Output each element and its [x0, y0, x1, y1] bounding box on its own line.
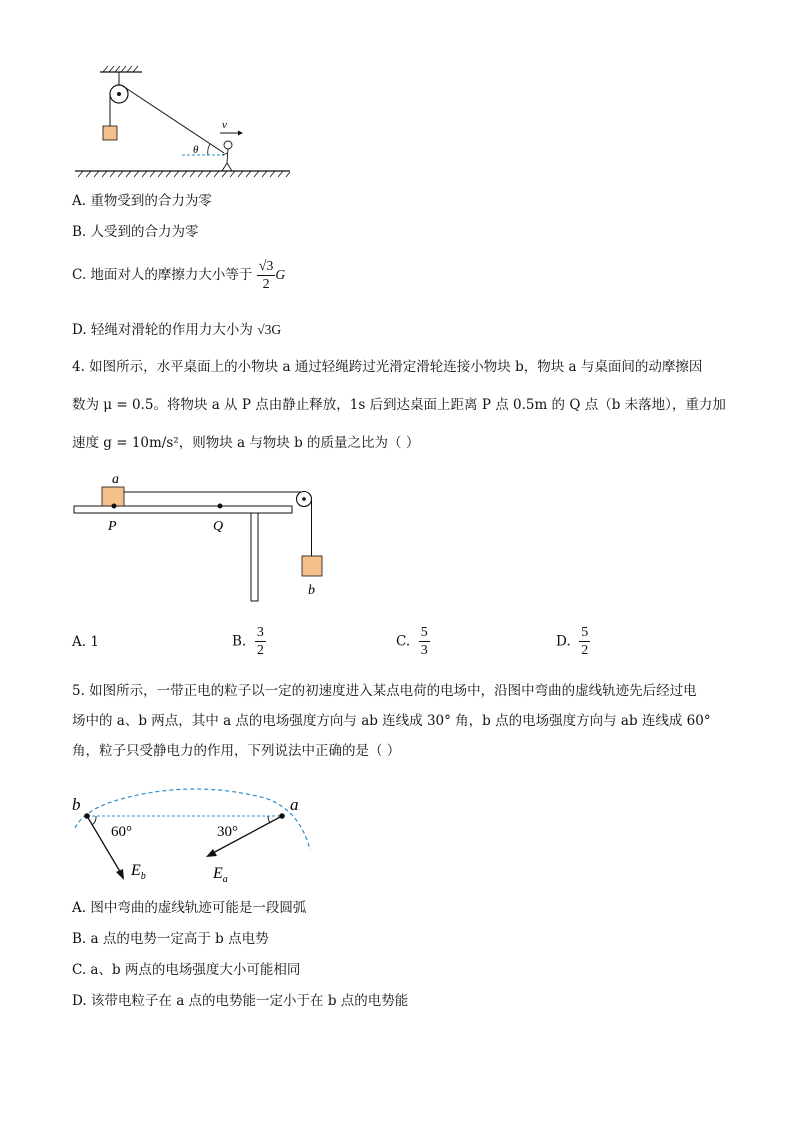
- q3-option-c: [72, 258, 285, 293]
- Eb-label: $E_b$: [131, 862, 146, 882]
- q4-option-a: A. 1: [72, 634, 99, 650]
- q4-stem-line2: 数为 μ = 0.5。将物块 a 从 P 点由静止释放，1s 后到达桌面上距离 P 点 0.5m 的 Q 点（b 未落地），重力加: [72, 397, 726, 413]
- q5-option-b: B. a 点的电势一定高于 b 点电势: [72, 931, 269, 947]
- q4-option-b: B. $\frac{3}{2}$: [232, 625, 264, 658]
- q4-stem-line1: 4. 如图所示，水平桌面上的小物块 a 通过轻绳跨过光滑定滑轮连接小物块 b，物块 a 与桌面间的动摩擦因: [72, 359, 703, 375]
- q5-stem-line3: 角，粒子只受静电力的作用，下列说法中正确的是（ ）: [72, 743, 401, 759]
- label-a-point: a: [290, 795, 299, 814]
- angle-30-label: 30°: [217, 824, 238, 840]
- label-P: P: [108, 519, 117, 534]
- angle-60-label: 60°: [111, 824, 132, 840]
- Ea-label: $E_a$: [213, 865, 228, 885]
- block-b: [302, 556, 322, 576]
- label-b: b: [308, 583, 315, 598]
- hanging-weight: [103, 126, 117, 140]
- q3-option-a: A. 重物受到的合力为零: [72, 193, 212, 209]
- q3-option-b: B. 人受到的合力为零: [72, 224, 199, 240]
- q3-option-d-value: √3G: [257, 322, 282, 337]
- label-a: a: [112, 472, 119, 487]
- label-Q: Q: [213, 519, 224, 534]
- q5-stem-line1: 5. 如图所示，一带正电的粒子以一定的初速度进入某点电荷的电场中，沿图中弯曲的虚线轨迹先后经过电: [72, 683, 697, 699]
- q4-option-c: C. $\frac{5}{3}$: [396, 625, 428, 658]
- table-pulley-figure: [70, 470, 330, 605]
- velocity-label: v: [222, 119, 227, 131]
- label-b-point: b: [72, 795, 81, 814]
- q3-option-d-text: D. 轻绳对滑轮的作用力大小为: [72, 322, 253, 338]
- q3-option-c-symbol: G: [275, 267, 286, 282]
- block-a: [102, 487, 124, 506]
- q5-stem-line2: 场中的 a、b 两点，其中 a 点的电场强度方向与 ab 连线成 30° 角，b 点的电场强度方向与 ab 连线成 60°: [72, 713, 711, 729]
- electric-field-figure: [65, 780, 325, 890]
- q3-option-d: [72, 320, 281, 340]
- q5-option-c: C. a、b 两点的电场强度大小可能相同: [72, 962, 301, 978]
- pulley-person-figure: [70, 60, 310, 185]
- q4-stem-line3: 速度 g = 10m/s²，则物块 a 与物块 b 的质量之比为（ ）: [72, 435, 420, 451]
- q5-option-a: A. 图中弯曲的虚线轨迹可能是一段圆弧: [72, 900, 307, 916]
- q3-option-c-text: C. 地面对人的摩擦力大小等于: [72, 267, 253, 283]
- q4-option-d: D. $\frac{5}{2}$: [556, 625, 589, 658]
- theta-label: θ: [193, 144, 199, 156]
- q5-option-d: D. 该带电粒子在 a 点的电势能一定小于在 b 点的电势能: [72, 993, 409, 1009]
- q3-option-c-fraction: $\frac{√3}{2}$: [258, 259, 274, 292]
